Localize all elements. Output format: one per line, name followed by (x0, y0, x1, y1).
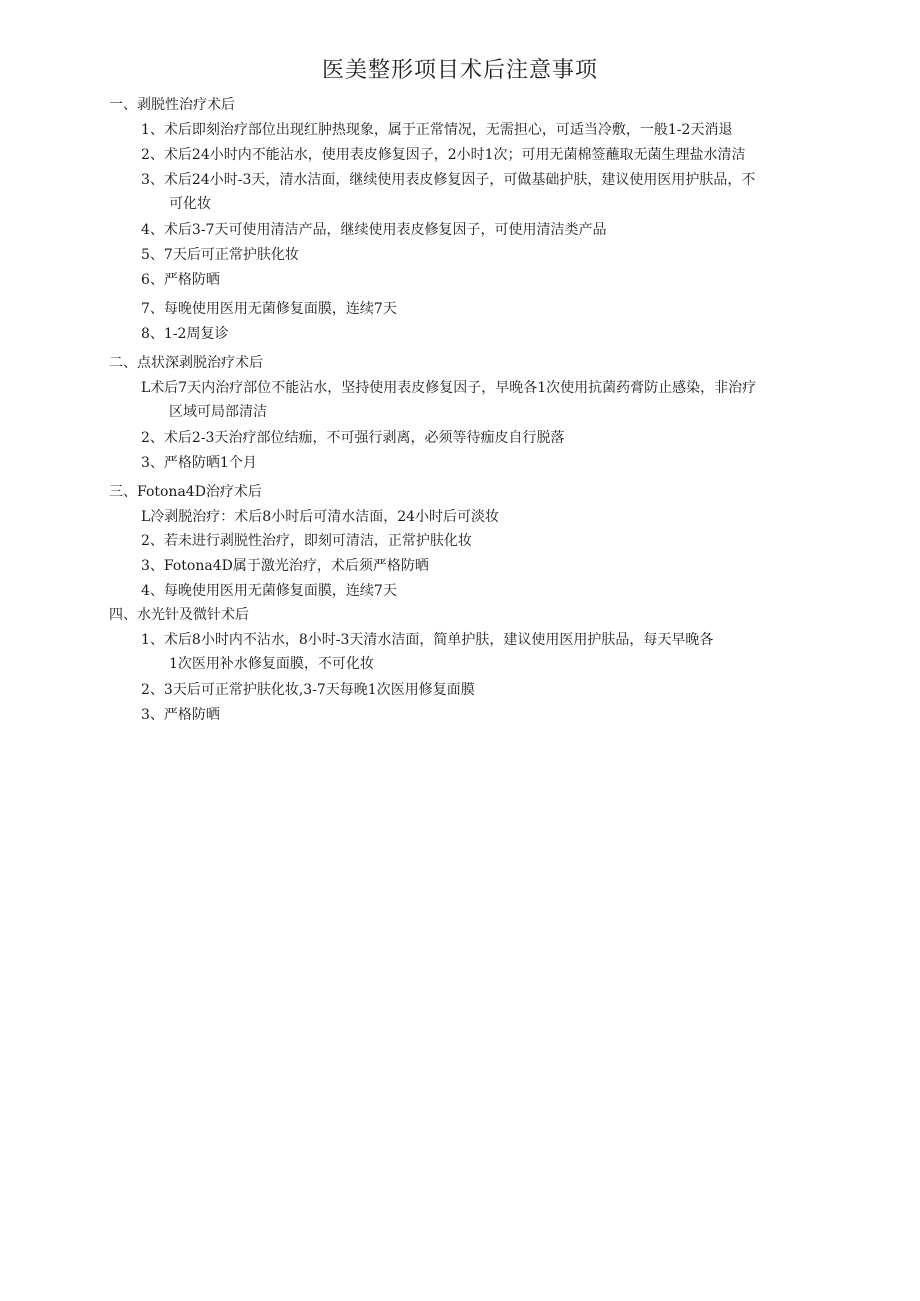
item-text-continuation: 可化妆 (169, 196, 211, 212)
list-item (141, 378, 821, 422)
item-text: 2、术后2-3天治疗部位结痂，不可强行剥离，必须等待痂皮自行脱落 (141, 430, 565, 446)
item-text: 3、术后24小时-3天，清水洁面，继续使用表皮修复因子，可做基础护肤，建议使用医用护肤品，不 (141, 172, 756, 188)
list-item (141, 453, 821, 473)
item-text: 4、术后3-7天可使用清洁产品，继续使用表皮修复因子，可使用清洁类产品 (141, 222, 607, 238)
item-text: 2、术后24小时内不能沾水，使用表皮修复因子，2小时1次；可用无菌棉签蘸取无菌生理盐水清洁 (141, 147, 746, 163)
item-text: 5、7天后可正常护肤化妆 (141, 247, 299, 263)
list-item (141, 170, 821, 214)
item-text: 2、若未进行剥脱性治疗，即刻可清洁，正常护肤化妆 (141, 533, 472, 549)
list-item (141, 270, 821, 290)
section-heading: 一、剥脱性治疗术后 (109, 97, 235, 113)
list-item (141, 507, 821, 527)
list-item (141, 581, 821, 601)
list-item (141, 299, 821, 319)
item-text: 3、Fotona4D属于激光治疗，术后须严格防晒 (141, 558, 429, 574)
list-item (141, 531, 821, 551)
section-heading: 三、Fotona4D治疗术后 (109, 484, 262, 500)
item-text: L冷剥脱治疗：术后8小时后可清水洁面，24小时后可淡妆 (141, 509, 500, 525)
list-item (141, 324, 821, 344)
item-text: 3、严格防晒1个月 (141, 455, 257, 471)
list-item (141, 705, 821, 725)
list-item (141, 680, 821, 700)
item-text: 6、严格防晒 (141, 272, 220, 288)
list-item (141, 145, 821, 165)
section-heading: 四、水光针及微针术后 (109, 607, 249, 623)
item-text: 1、术后8小时内不沾水，8小时-3天清水洁面，简单护肤，建议使用医用护肤品，每天早晚各 (141, 632, 714, 648)
list-item (141, 556, 821, 576)
item-text-continuation: 区域可局部清洁 (169, 404, 267, 420)
item-text: 3、严格防晒 (141, 707, 220, 723)
list-item (141, 120, 821, 140)
page-title: 医美整形项目术后注意事项 (321, 58, 598, 83)
item-text: L术后7天内治疗部位不能沾水，坚持使用表皮修复因子，早晚各1次使用抗菌药膏防止感染，非治疗 (141, 380, 757, 396)
section-heading: 二、点状深剥脱治疗术后 (109, 355, 263, 371)
list-item (141, 428, 821, 448)
list-item (141, 630, 821, 674)
item-text: 1、术后即刻治疗部位出现红肿热现象，属于正常情况，无需担心，可适当冷敷，一般1-2天消退 (141, 122, 733, 138)
item-text: 4、每晚使用医用无菌修复面膜，连续7天 (141, 583, 397, 599)
list-item (141, 220, 821, 240)
list-item (141, 245, 821, 265)
item-text-continuation: 1次医用补水修复面膜，不可化妆 (169, 656, 374, 672)
item-text: 8、1-2周复诊 (141, 326, 229, 342)
item-text: 2、3天后可正常护肤化妆,3-7天每晚1次医用修复面膜 (141, 682, 475, 698)
item-text: 7、每晚使用医用无菌修复面膜，连续7天 (141, 301, 397, 317)
